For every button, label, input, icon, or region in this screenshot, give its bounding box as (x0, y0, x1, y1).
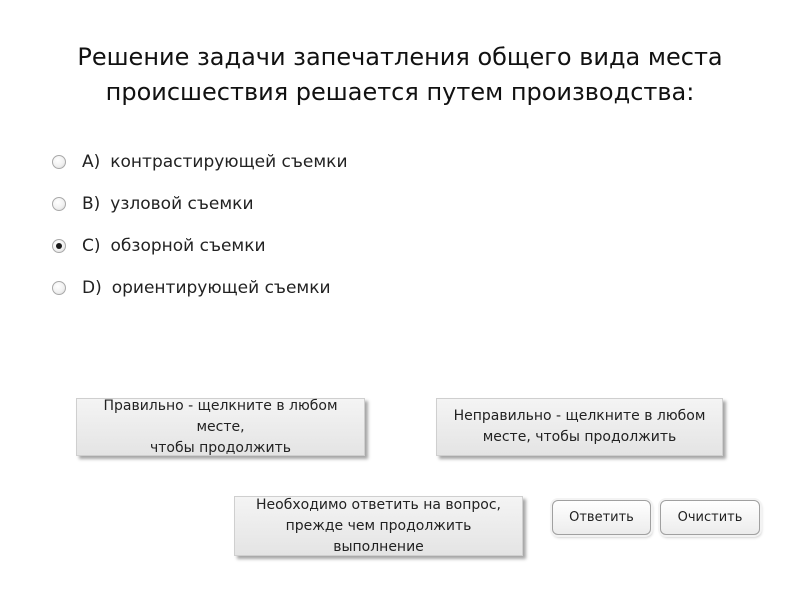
clear-button[interactable]: Очистить (660, 500, 760, 535)
option-letter: C) (82, 236, 101, 256)
radio-button-icon[interactable] (52, 155, 66, 169)
incorrect-feedback-line-1: Неправильно - щелкните в любом (453, 408, 706, 424)
answer-required-line-2: прежде чем продолжить выполнение (285, 517, 472, 555)
option-letter: D) (82, 278, 102, 298)
correct-feedback-line-1: Правильно - щелкните в любом месте, (103, 397, 338, 435)
submit-button[interactable]: Ответить (552, 500, 651, 535)
correct-feedback-line-2: чтобы продолжить (149, 439, 292, 456)
option-letter: A) (82, 152, 101, 172)
radio-button-icon[interactable] (52, 197, 66, 211)
answer-options (52, 141, 348, 309)
option-label: узловой съемки (110, 194, 254, 214)
option-a[interactable] (52, 141, 348, 183)
option-label: контрастирующей съемки (110, 152, 348, 172)
option-b[interactable] (52, 183, 348, 225)
radio-dot-icon (56, 243, 62, 249)
radio-button-icon[interactable] (52, 239, 66, 253)
option-letter: B) (82, 194, 101, 214)
option-d[interactable] (52, 267, 348, 309)
radio-button-icon[interactable] (52, 281, 66, 295)
question-line-2: происшествия решается путем производства: (105, 78, 695, 106)
question-text (40, 40, 760, 110)
correct-feedback-box[interactable] (76, 398, 365, 456)
option-label: ориентирующей съемки (111, 278, 331, 298)
incorrect-feedback-box[interactable] (436, 398, 723, 456)
incorrect-feedback-line-2: месте, чтобы продолжить (482, 429, 677, 445)
answer-required-line-1: Необходимо ответить на вопрос, (256, 496, 501, 513)
question-line-1: Решение задачи запечатления общего вида места (77, 43, 723, 71)
option-c[interactable] (52, 225, 348, 267)
option-label: обзорной съемки (110, 236, 266, 256)
answer-required-box (234, 496, 523, 556)
